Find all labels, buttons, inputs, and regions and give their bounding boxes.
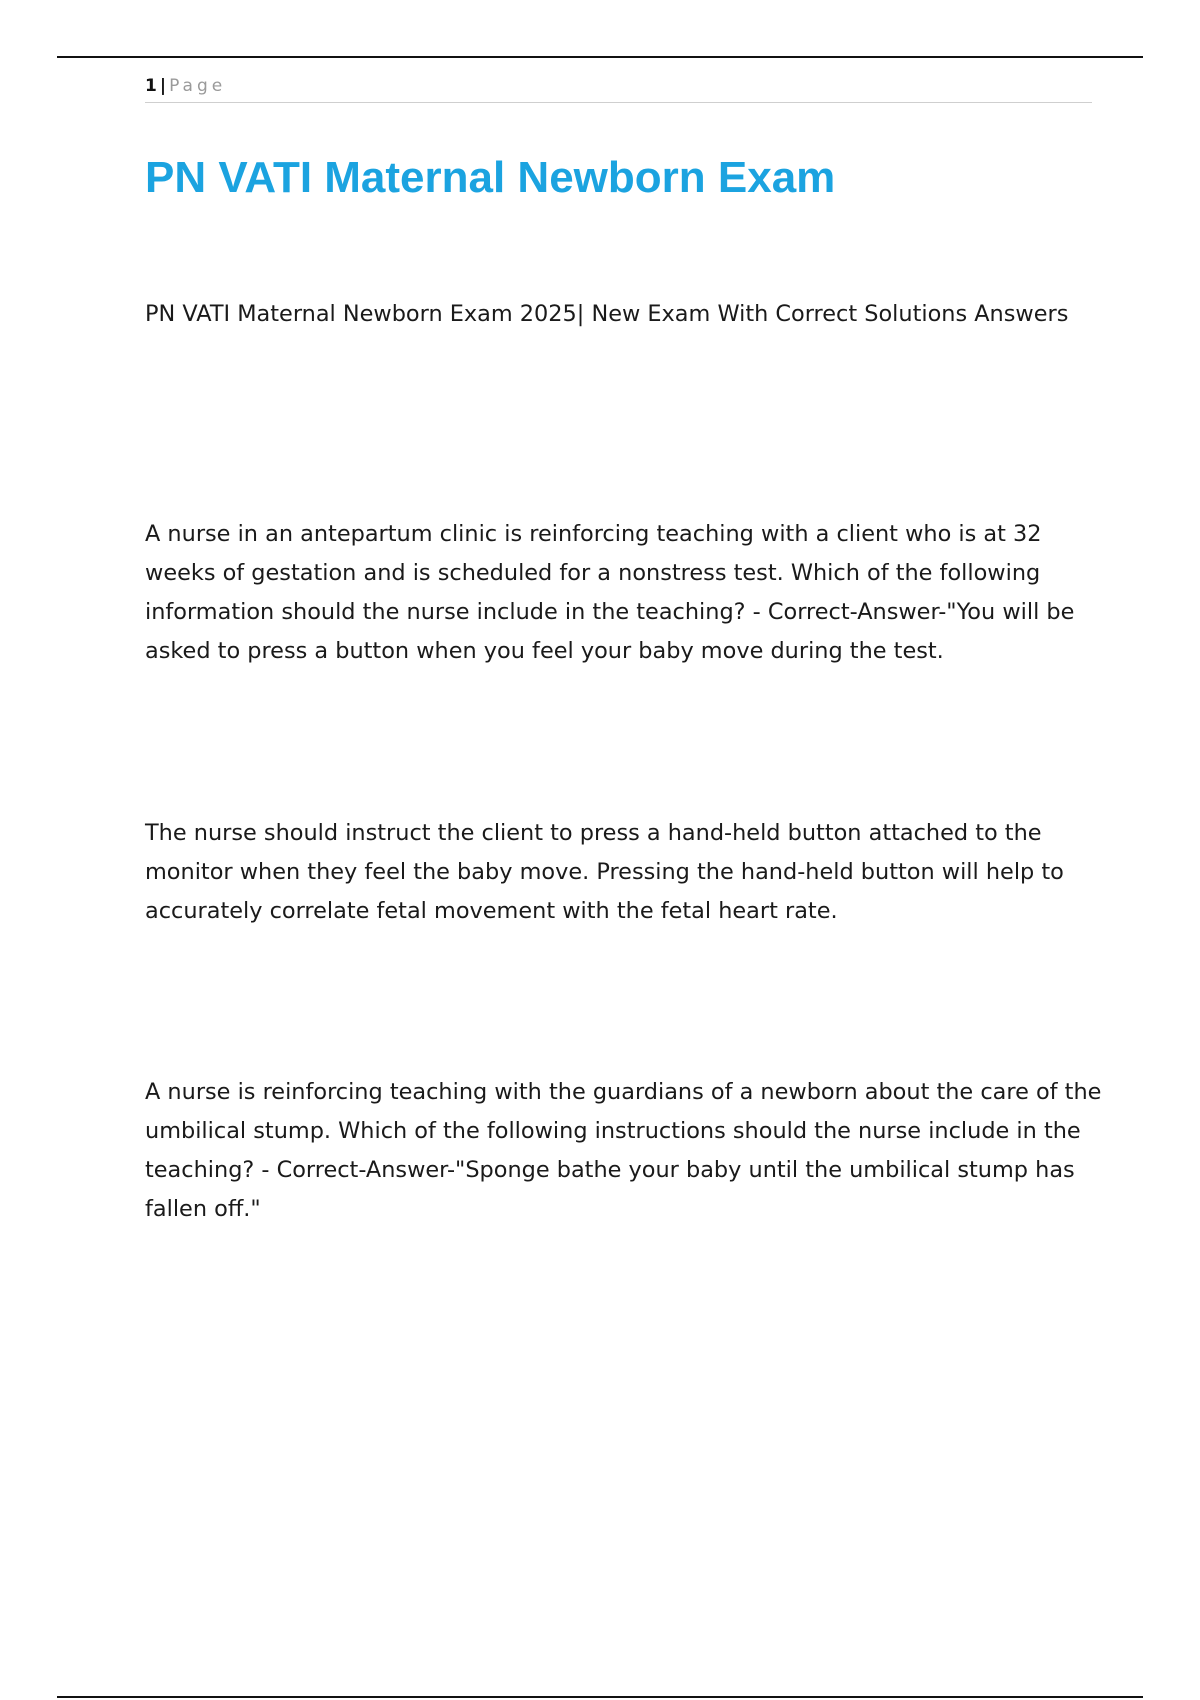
- page-number: 1: [145, 76, 157, 96]
- page-separator: |: [159, 76, 167, 96]
- page-header: [145, 72, 1092, 103]
- rationale-1: The nurse should instruct the client to press a hand-held button attached to the monitor when they feel the baby move. Pressing the hand-held button will help to accurately correlate fetal movement with the fetal heart rate.: [145, 820, 1064, 924]
- page-bottom-border: [57, 1696, 1143, 1698]
- question-answer-1: A nurse in an antepartum clinic is reinforcing teaching with a client who is at 32 weeks of gestation and is scheduled for a nonstress test. Which of the following information should the nurse include in the teaching? - Correct-Answer-"You will be asked to press a button when you feel your baby move during the test.: [145, 521, 1075, 664]
- page-label: Page: [169, 76, 227, 96]
- document-subtitle: PN VATI Maternal Newborn Exam 2025| New Exam With Correct Solutions Answers: [145, 301, 1069, 327]
- document-title: PN VATI Maternal Newborn Exam: [145, 153, 836, 202]
- page-top-border: [57, 56, 1143, 58]
- question-answer-2: A nurse is reinforcing teaching with the guardians of a newborn about the care of the umbilical stump. Which of the following instructions should the nurse include in the teaching? - Correct-Answer-"Sponge bathe your baby until the umbilical stump has fallen off.": [145, 1079, 1102, 1222]
